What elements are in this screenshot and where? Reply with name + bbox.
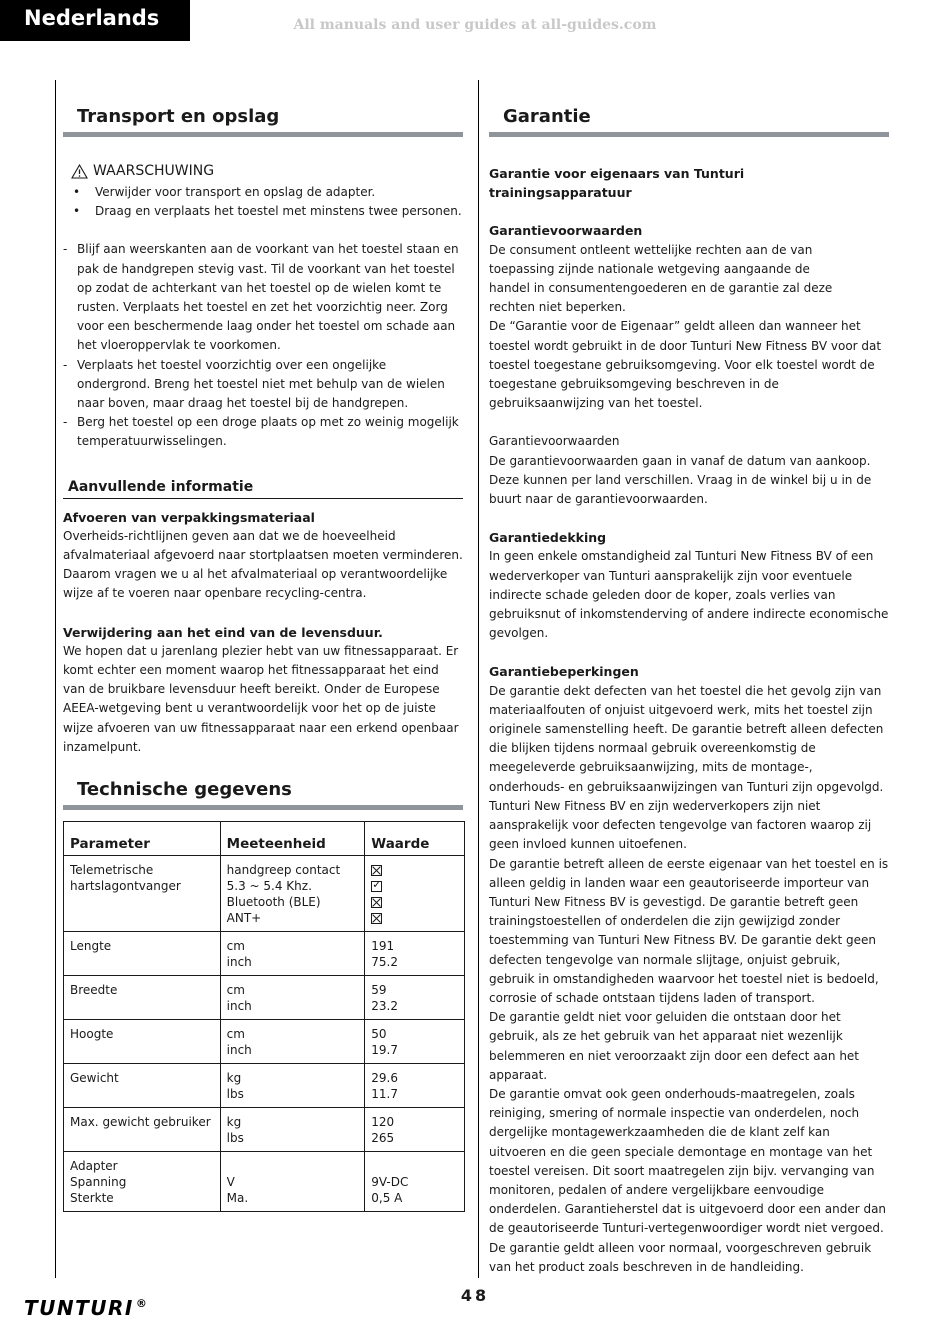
unit-cell: [220, 1152, 365, 1212]
param-cell: [64, 1152, 221, 1212]
cell-line: Lengte: [70, 939, 112, 954]
cell-line: 23.2: [371, 999, 398, 1014]
cell-line: Max. gewicht gebruiker: [70, 1115, 211, 1130]
packaging-text: Overheids-richtlijnen geven aan dat we de hoeveelheid afvalmateriaal afgevoerd naar stortplaatsen moeten verminderen. Daarom vragen we u al het afvalmateriaal op verantwoordelijke wijze af te voeren naar openbare recycling-centra.: [63, 528, 463, 601]
list-item: - Blijf aan weerskanten aan de voorkant van het toestel staan en pak de handgrepen stevig vast. Til de voorkant van het toestel op zodat de achterkant van het toestel op de wielen komt te rusten. Verplaats het toestel en zet het voorzichtig neer. Zorg voor een beschermende laag onder het toestel om schade aan het vloeroppervlak te voorkomen.: [63, 240, 463, 355]
cell-line: kg: [226, 1071, 242, 1086]
spec-table: [63, 821, 465, 1212]
cell-line: inch: [226, 955, 252, 970]
cell-line: Telemetrische: [70, 863, 154, 878]
value-cell: [365, 856, 465, 932]
cell-line: Spanning: [70, 1175, 127, 1190]
list-item: • Draag en verplaats het toestel met minstens twee personen.: [63, 202, 463, 221]
cell-line: Breedte: [70, 983, 118, 998]
cell-line: Sterkte: [70, 1191, 114, 1206]
conditions-text-2: De “Garantie voor de Eigenaar” geldt alleen dan wanneer het toestel wordt gebruikt in de door Tunturi New Fitness BV voor dat toestel toegestane gebruiksomgeving. Voor elk toestel wordt de toegestane gebruiksomgeving beschreven in de gebruiksaanwijzing van het toestel.: [489, 319, 882, 411]
left-margin-rule: [55, 80, 56, 1278]
transport-steps: [63, 240, 463, 451]
unit-cell: [220, 1020, 365, 1064]
cell-line: Bluetooth (BLE): [226, 895, 321, 910]
cell-line: 11.7: [371, 1087, 398, 1102]
cell-line: cm: [226, 1027, 245, 1042]
tunturi-logo: [24, 1296, 148, 1320]
conditions-subheading: Garantievoorwaarden: [489, 434, 620, 449]
header-parameter: Parameter: [64, 822, 221, 856]
unit-cell: [220, 976, 365, 1020]
param-cell: [64, 976, 221, 1020]
param-cell: [64, 1020, 221, 1064]
list-item: - Verplaats het toestel voorzichtig over een ongelijke ondergrond. Breng het toestel niet met behulp van de wielen naar boven, maar draag het toestel bij de handgrepen.: [63, 356, 463, 414]
limits-text-3: De garantie geldt niet voor geluiden die ontstaan door het gebruik, als ze het gebruik van het apparaat niet wezenlijk belemmeren en niet veroorzaakt zijn door een defect aan het apparaat.: [489, 1010, 860, 1082]
cell-line: 0,5 A: [371, 1191, 403, 1206]
cell-line: handgreep contact: [226, 863, 341, 878]
cell-line: 9V-DC: [371, 1175, 409, 1190]
cell-line: cm: [226, 939, 245, 954]
cell-line: cm: [226, 983, 245, 998]
unit-cell: [220, 1108, 365, 1152]
header-value: Waarde: [365, 822, 465, 856]
table-row: [64, 856, 465, 932]
cell-line: ANT+: [226, 911, 262, 926]
table-row: [64, 932, 465, 976]
crossed-box-icon: [371, 865, 382, 876]
table-row: [64, 976, 465, 1020]
param-cell: [64, 1064, 221, 1108]
limits-heading: Garantiebeperkingen: [489, 664, 639, 680]
registered-mark: ®: [135, 1297, 149, 1311]
param-cell: [64, 856, 221, 932]
warning-heading: [71, 161, 463, 181]
limits-text-4: De garantie omvat ook geen onderhouds-maatregelen, zoals reiniging, smering of normale inspectie van onderdelen, noch dergelijke montagewerkzaamheden die de klant zelf kan uitvoeren en die geen speciale demontage en montage van het toestel vereisen. Dit soort maatregelen zijn bijv. vervanging van monitoren, pedalen of andere vergelijkbare eenvoudige onderdelen. Garantieherstel dat is uitgevoerd door een ander dan de geautoriseerde Tunturi-vertegenwoordiger wordt niet vergoed. De garantie geldt alleen voor normaal, voorgeschreven gebruik van het product zoals beschreven in de handleiding.: [489, 1086, 887, 1274]
value-cell: [365, 932, 465, 976]
crossed-box-icon: [371, 897, 382, 908]
packaging-heading: Afvoeren van verpakkingsmateriaal: [63, 509, 315, 525]
value-cell: [365, 1064, 465, 1108]
owners-heading: Garantie voor eigenaars van Tunturi trainingsapparatuur: [489, 166, 745, 201]
cell-line: [227, 1158, 359, 1174]
cell-line: kg: [226, 1115, 242, 1130]
unit-cell: [220, 1064, 365, 1108]
transport-title: Transport en opslag: [63, 100, 463, 137]
warning-triangle-icon: [71, 164, 88, 179]
cell-line: 19.7: [371, 1043, 398, 1058]
param-cell: [64, 1108, 221, 1152]
cell-line: inch: [226, 999, 252, 1014]
language-tab: Nederlands: [0, 0, 190, 41]
cell-line: 75.2: [371, 955, 398, 970]
cell-line: V: [226, 1175, 235, 1190]
table-row: [64, 1152, 465, 1212]
cell-line: 120: [371, 1115, 395, 1130]
cell-line: 50: [371, 1027, 387, 1042]
cell-line: 5.3 ~ 5.4 Khz.: [226, 879, 312, 894]
header-unit: Meeteenheid: [220, 822, 365, 856]
value-cell: [365, 1152, 465, 1212]
left-column: [63, 100, 463, 1212]
coverage-text: In geen enkele omstandigheid zal Tunturi New Fitness BV of een wederverkoper van Tunturi aansprakelijk zijn voor eventuele indirecte schade geleden door de koper, zoals verlies van gebruiksnut of inkomstenderving of andere indirecte economische gevolgen.: [489, 549, 889, 641]
limits-text-1: De garantie dekt defecten van het toestel die het gevolg zijn van materiaalfouten of onjuist uitgevoerd werk, mits het toestel zijn originele samenstelling heeft. De garantie betreft alleen defecten die blijken tijdens normaal gebruik overeenkomstig de meegeleverde gebruiksaanwijzing, mits de montage-, onderhouds- en gebruiksaanwijzingen van Tunturi zijn opgevolgd. Tunturi New Fitness BV en zijn wederverkopers zijn niet aansprakelijk voor defecten tengevolge van factoren waarop zij geen invloed kunnen uitoefenen.: [489, 683, 884, 852]
cell-line: 29.6: [371, 1071, 398, 1086]
value-cell: [365, 1020, 465, 1064]
conditions-text-3: De garantievoorwaarden gaan in vanaf de datum van aankoop. Deze kunnen per land verschillen. Vraag in de winkel bij u in de buurt naar de garantievoorwaarden.: [489, 453, 872, 507]
extra-info-title: Aanvullende informatie: [63, 477, 463, 499]
table-header-row: [64, 822, 465, 856]
crossed-box-icon: [371, 913, 382, 924]
eol-text: We hopen dat u jarenlang plezier hebt van uw fitnessapparaat. Er komt echter een moment waarop het fitnessapparaat het eind van de bruikbare levensduur heeft bereikt. Onder de Europese AEEA-wetgeving bent u verantwoordelijk voor het op de juiste wijze afvoeren van uw fitnessapparaat naar een erkend openbaar inzamelpunt.: [63, 643, 459, 754]
param-cell: [64, 932, 221, 976]
cell-line: inch: [226, 1043, 252, 1058]
brand-name: TUNTURI: [24, 1296, 134, 1320]
conditions-text-1: De consument ontleent wettelijke rechten aan de van toepassing zijnde nationale wetgeving aangaande de handel in consumentengoederen en de garantie zal deze rechten niet beperken.: [489, 242, 833, 315]
table-row: [64, 1020, 465, 1064]
eol-heading: Verwijdering aan het eind van de levensduur.: [63, 624, 383, 640]
warning-bullets: [63, 183, 463, 221]
cell-line: lbs: [226, 1131, 244, 1146]
page-number: 48: [460, 1286, 490, 1305]
limits-text-2: De garantie betreft alleen de eerste eigenaar van het toestel en is alleen geldig in landen waar een geautoriseerde importeur van Tunturi New Fitness BV is gevestigd. De garantie betreft geen trainingstoestellen of onderdelen die zijn gewijzigd zonder toestemming van Tunturi New Fitness BV. De garantie dekt geen defecten tengevolge van normale slijtage, onjuist gebruik, gebruik in omstandigheden waarvoor het toestel niet is bedoeld, corrosie of schade ontstaan tijdens laden of transport.: [489, 856, 889, 1005]
cell-line: 59: [371, 983, 387, 998]
list-item: • Verwijder voor transport en opslag de adapter.: [63, 183, 463, 202]
cell-line: Ma.: [226, 1191, 249, 1206]
cell-line: [371, 1158, 458, 1174]
warning-label: WAARSCHUWING: [93, 163, 215, 179]
tech-title: Technische gegevens: [63, 773, 463, 810]
table-row: [64, 1108, 465, 1152]
center-divider: [478, 80, 479, 1278]
cell-line: 265: [371, 1131, 395, 1146]
unit-cell: [220, 932, 365, 976]
watermark: All manuals and user guides at all-guides.com: [293, 17, 657, 33]
conditions-heading: Garantievoorwaarden: [489, 223, 643, 239]
cell-line: Adapter: [70, 1159, 118, 1174]
list-item: - Berg het toestel op een droge plaats op met zo weinig mogelijk temperatuurwisselingen.: [63, 413, 463, 451]
table-row: [64, 1064, 465, 1108]
unit-cell: [220, 856, 365, 932]
right-column: [489, 100, 889, 1277]
cell-line: lbs: [226, 1087, 244, 1102]
warranty-title: Garantie: [489, 100, 889, 137]
checked-box-icon: [371, 881, 382, 892]
value-cell: [365, 1108, 465, 1152]
cell-line: hartslagontvanger: [70, 879, 181, 894]
cell-line: Gewicht: [70, 1071, 119, 1086]
coverage-heading: Garantiedekking: [489, 530, 607, 546]
cell-line: Hoogte: [70, 1027, 114, 1042]
value-cell: [365, 976, 465, 1020]
cell-line: 191: [371, 939, 395, 954]
